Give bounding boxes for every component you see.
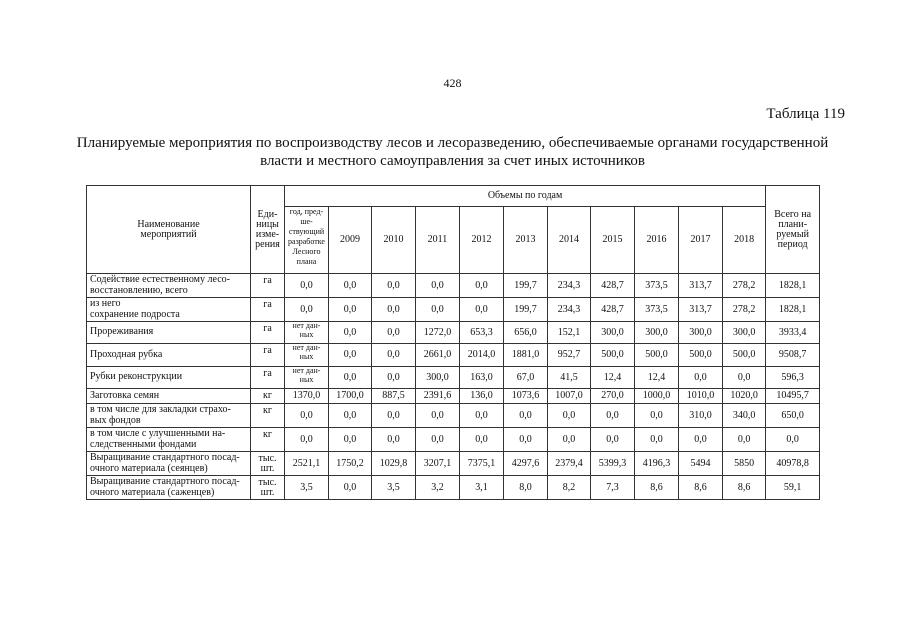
year-value-cell: 0,0 — [372, 367, 416, 389]
year-value-cell: 313,7 — [679, 274, 723, 298]
total-value-cell: 650,0 — [766, 404, 820, 428]
year-value-cell: 300,0 — [591, 322, 635, 344]
year-value-cell: 0,0 — [329, 367, 372, 389]
header-year-cell: 2012 — [460, 207, 504, 274]
year-value-cell: 656,0 — [504, 322, 548, 344]
year-value-cell: 5850 — [723, 452, 766, 476]
activity-name-cell: Заготовка семян — [87, 389, 251, 404]
year-value-cell: 3207,1 — [416, 452, 460, 476]
year-value-cell: 136,0 — [460, 389, 504, 404]
year-value-cell: 0,0 — [723, 428, 766, 452]
year-value-cell: 199,7 — [504, 274, 548, 298]
year-value-cell: 234,3 — [548, 274, 591, 298]
activity-name-cell: Содействие естественному лесо- восстановлению, всего — [87, 274, 251, 298]
year-value-cell: 300,0 — [416, 367, 460, 389]
header-total-cell: Всего на плани- руемый период — [766, 186, 820, 274]
total-value-cell: 59,1 — [766, 476, 820, 500]
pre-year-value-cell: 0,0 — [285, 404, 329, 428]
year-value-cell: 0,0 — [504, 404, 548, 428]
unit-cell: тыс. шт. — [251, 452, 285, 476]
year-value-cell: 8,0 — [504, 476, 548, 500]
year-value-cell: 8,6 — [679, 476, 723, 500]
year-value-cell: 952,7 — [548, 344, 591, 367]
year-value-cell: 428,7 — [591, 298, 635, 322]
header-units-cell: Еди- ницы изме- рения — [251, 186, 285, 274]
year-value-cell: 41,5 — [548, 367, 591, 389]
year-value-cell: 300,0 — [635, 322, 679, 344]
activity-name-cell: в том числе с улучшенными на- следственными фондами — [87, 428, 251, 452]
year-value-cell: 1007,0 — [548, 389, 591, 404]
total-value-cell: 0,0 — [766, 428, 820, 452]
year-value-cell: 0,0 — [460, 428, 504, 452]
year-value-cell: 0,0 — [329, 476, 372, 500]
year-value-cell: 1073,6 — [504, 389, 548, 404]
year-value-cell: 0,0 — [504, 428, 548, 452]
year-value-cell: 0,0 — [416, 274, 460, 298]
year-value-cell: 4297,6 — [504, 452, 548, 476]
unit-cell: га — [251, 322, 285, 344]
year-value-cell: 0,0 — [372, 322, 416, 344]
year-value-cell: 1272,0 — [416, 322, 460, 344]
year-value-cell: 1020,0 — [723, 389, 766, 404]
year-value-cell: 0,0 — [416, 404, 460, 428]
year-value-cell: 1750,2 — [329, 452, 372, 476]
year-value-cell: 1700,0 — [329, 389, 372, 404]
document-title: Планируемые мероприятия по воспроизводству лесов и лесоразведению, обеспечиваемые органами государственной власти и местного самоуправления за счет иных источников — [76, 135, 829, 169]
year-value-cell: 3,1 — [460, 476, 504, 500]
year-value-cell: 500,0 — [723, 344, 766, 367]
year-value-cell: 0,0 — [329, 274, 372, 298]
year-value-cell: 0,0 — [329, 298, 372, 322]
header-year-cell: 2017 — [679, 207, 723, 274]
year-value-cell: 0,0 — [679, 367, 723, 389]
year-value-cell: 500,0 — [679, 344, 723, 367]
year-value-cell: 67,0 — [504, 367, 548, 389]
page-number: 428 — [443, 76, 462, 90]
year-value-cell: 1881,0 — [504, 344, 548, 367]
year-value-cell: 1029,8 — [372, 452, 416, 476]
pre-year-value-cell: 0,0 — [285, 274, 329, 298]
table-row — [87, 274, 820, 298]
year-value-cell: 4196,3 — [635, 452, 679, 476]
activity-name-cell: Прореживания — [87, 322, 251, 344]
unit-cell: га — [251, 298, 285, 322]
year-value-cell: 340,0 — [723, 404, 766, 428]
pre-year-value-cell: нет дан- ных — [285, 322, 329, 344]
header-pre-year-cell: год, пред- ше- ствующий разработке Лесного плана — [285, 207, 329, 274]
activity-name-cell: Выращивание стандартного посад- очного материала (сеянцев) — [87, 452, 251, 476]
year-value-cell: 7375,1 — [460, 452, 504, 476]
year-value-cell: 313,7 — [679, 298, 723, 322]
year-value-cell: 0,0 — [416, 298, 460, 322]
year-value-cell: 0,0 — [460, 298, 504, 322]
year-value-cell: 163,0 — [460, 367, 504, 389]
table-row — [87, 298, 820, 322]
unit-cell: га — [251, 274, 285, 298]
year-value-cell: 428,7 — [591, 274, 635, 298]
table-row — [87, 428, 820, 452]
year-value-cell: 0,0 — [548, 428, 591, 452]
year-value-cell: 0,0 — [372, 298, 416, 322]
header-year-cell: 2010 — [372, 207, 416, 274]
year-value-cell: 0,0 — [635, 428, 679, 452]
year-value-cell: 8,2 — [548, 476, 591, 500]
pre-year-value-cell: 0,0 — [285, 298, 329, 322]
year-value-cell: 7,3 — [591, 476, 635, 500]
year-value-cell: 0,0 — [723, 367, 766, 389]
year-value-cell: 0,0 — [372, 274, 416, 298]
header-name-cell: Наименование мероприятий — [87, 186, 251, 274]
table-row — [87, 389, 820, 404]
table-row — [87, 344, 820, 367]
total-value-cell: 10495,7 — [766, 389, 820, 404]
activity-name-cell: из него сохранение подроста — [87, 298, 251, 322]
pre-year-value-cell: 2521,1 — [285, 452, 329, 476]
year-value-cell: 2391,6 — [416, 389, 460, 404]
year-value-cell: 0,0 — [329, 404, 372, 428]
table-row — [87, 452, 820, 476]
year-value-cell: 3,2 — [416, 476, 460, 500]
year-value-cell: 1000,0 — [635, 389, 679, 404]
year-value-cell: 887,5 — [372, 389, 416, 404]
year-value-cell: 0,0 — [460, 404, 504, 428]
activity-name-cell: Выращивание стандартного посад- очного материала (саженцев) — [87, 476, 251, 500]
total-value-cell: 9508,7 — [766, 344, 820, 367]
year-value-cell: 0,0 — [548, 404, 591, 428]
activity-name-cell: в том числе для закладки страхо- вых фондов — [87, 404, 251, 428]
year-value-cell: 2379,4 — [548, 452, 591, 476]
year-value-cell: 653,3 — [460, 322, 504, 344]
year-value-cell: 2661,0 — [416, 344, 460, 367]
activity-name-cell: Проходная рубка — [87, 344, 251, 367]
year-value-cell: 0,0 — [591, 428, 635, 452]
year-value-cell: 8,6 — [635, 476, 679, 500]
header-year-cell: 2018 — [723, 207, 766, 274]
table-row — [87, 476, 820, 500]
year-value-cell: 0,0 — [329, 344, 372, 367]
total-value-cell: 1828,1 — [766, 298, 820, 322]
header-year-cell: 2015 — [591, 207, 635, 274]
total-value-cell: 1828,1 — [766, 274, 820, 298]
year-value-cell: 0,0 — [460, 274, 504, 298]
year-value-cell: 12,4 — [591, 367, 635, 389]
pre-year-value-cell: 0,0 — [285, 428, 329, 452]
year-value-cell: 373,5 — [635, 274, 679, 298]
year-value-cell: 5399,3 — [591, 452, 635, 476]
unit-cell: га — [251, 344, 285, 367]
header-year-cell: 2011 — [416, 207, 460, 274]
activity-name-cell: Рубки реконструкции — [87, 367, 251, 389]
unit-cell: кг — [251, 428, 285, 452]
year-value-cell: 8,6 — [723, 476, 766, 500]
year-value-cell: 0,0 — [372, 404, 416, 428]
header-volumes-cell: Объемы по годам — [285, 186, 766, 207]
year-value-cell: 0,0 — [372, 344, 416, 367]
year-value-cell: 278,2 — [723, 274, 766, 298]
year-value-cell: 12,4 — [635, 367, 679, 389]
year-value-cell: 500,0 — [591, 344, 635, 367]
table-row — [87, 367, 820, 389]
year-value-cell: 0,0 — [329, 322, 372, 344]
header-year-cell: 2009 — [329, 207, 372, 274]
year-value-cell: 0,0 — [635, 404, 679, 428]
year-value-cell: 500,0 — [635, 344, 679, 367]
year-value-cell: 0,0 — [591, 404, 635, 428]
year-value-cell: 300,0 — [723, 322, 766, 344]
unit-cell: кг — [251, 389, 285, 404]
pre-year-value-cell: 3,5 — [285, 476, 329, 500]
pre-year-value-cell: 1370,0 — [285, 389, 329, 404]
total-value-cell: 40978,8 — [766, 452, 820, 476]
total-value-cell: 596,3 — [766, 367, 820, 389]
year-value-cell: 270,0 — [591, 389, 635, 404]
year-value-cell: 278,2 — [723, 298, 766, 322]
pre-year-value-cell: нет дан- ных — [285, 367, 329, 389]
year-value-cell: 152,1 — [548, 322, 591, 344]
table-row — [87, 404, 820, 428]
table-label: Таблица 119 — [766, 106, 845, 122]
header-year-cell: 2014 — [548, 207, 591, 274]
header-year-cell: 2013 — [504, 207, 548, 274]
year-value-cell: 2014,0 — [460, 344, 504, 367]
year-value-cell: 234,3 — [548, 298, 591, 322]
pre-year-value-cell: нет дан- ных — [285, 344, 329, 367]
year-value-cell: 310,0 — [679, 404, 723, 428]
year-value-cell: 199,7 — [504, 298, 548, 322]
plan-table — [86, 185, 820, 500]
table-row — [87, 322, 820, 344]
year-value-cell: 0,0 — [679, 428, 723, 452]
year-value-cell: 3,5 — [372, 476, 416, 500]
header-year-cell: 2016 — [635, 207, 679, 274]
year-value-cell: 5494 — [679, 452, 723, 476]
year-value-cell: 0,0 — [372, 428, 416, 452]
year-value-cell: 0,0 — [329, 428, 372, 452]
unit-cell: кг — [251, 404, 285, 428]
year-value-cell: 373,5 — [635, 298, 679, 322]
unit-cell: тыс. шт. — [251, 476, 285, 500]
unit-cell: га — [251, 367, 285, 389]
total-value-cell: 3933,4 — [766, 322, 820, 344]
year-value-cell: 1010,0 — [679, 389, 723, 404]
year-value-cell: 0,0 — [416, 428, 460, 452]
year-value-cell: 300,0 — [679, 322, 723, 344]
